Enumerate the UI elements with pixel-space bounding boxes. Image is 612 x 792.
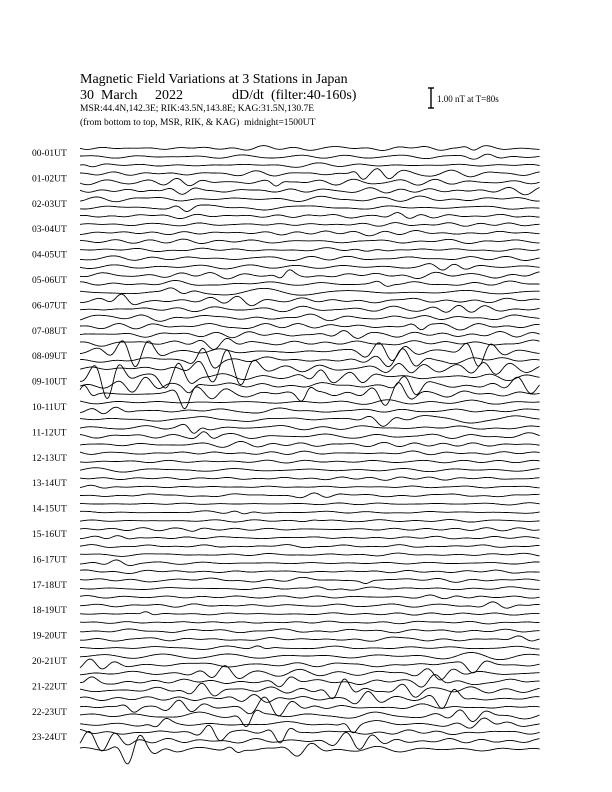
trace-5-MSR: [80, 288, 540, 295]
trace-12-KAG: [80, 451, 540, 455]
trace-10-MSR: [80, 416, 540, 427]
trace-11-KAG: [80, 424, 540, 433]
trace-4-RIK: [80, 256, 540, 261]
trace-12-RIK: [80, 460, 540, 463]
trace-11-RIK: [80, 432, 540, 439]
hour-label-6: 06-07UT: [32, 301, 67, 312]
trace-1-MSR: [80, 188, 540, 195]
trace-7-KAG: [80, 324, 540, 330]
trace-7-RIK: [80, 331, 540, 339]
filter: (filter:40-160s): [270, 88, 357, 103]
scale-label: 1.00 nT at T=80s: [437, 94, 499, 104]
hour-label-1: 01-02UT: [32, 174, 67, 185]
hour-label-16: 16-17UT: [32, 555, 67, 566]
hour-label-18: 18-19UT: [32, 606, 67, 617]
year: 2022: [155, 88, 184, 103]
day: 30: [80, 88, 94, 103]
trace-1-RIK: [80, 178, 540, 186]
hour-label-15: 15-16UT: [32, 530, 67, 540]
trace-14-MSR: [80, 520, 540, 523]
hour-label-9: 09-10UT: [32, 377, 67, 388]
hour-label-4: 04-05UT: [32, 250, 67, 261]
trace-10-KAG: [80, 400, 540, 405]
trace-2-KAG: [80, 196, 540, 202]
hour-label-13: 13-14UT: [32, 479, 67, 490]
trace-13-KAG: [80, 477, 540, 480]
trace-12-MSR: [80, 468, 540, 472]
trace-4-KAG: [80, 248, 540, 252]
hour-label-3: 03-04UT: [32, 225, 67, 236]
trace-21-RIK: [80, 679, 540, 699]
trace-10-RIK: [80, 407, 540, 414]
hour-label-5: 05-06UT: [32, 276, 67, 286]
trace-18-RIK: [80, 612, 540, 615]
trace-21-MSR: [80, 689, 540, 708]
trace-20-MSR: [80, 666, 540, 680]
trace-23-MSR: [80, 735, 540, 763]
trace-20-RIK: [80, 659, 540, 673]
trace-17-KAG: [80, 577, 540, 583]
midnight-note: midnight=1500UT: [244, 118, 316, 128]
trace-6-MSR: [80, 314, 540, 321]
quantity: dD/dt: [232, 88, 264, 103]
trace-6-RIK: [80, 305, 540, 312]
trace-14-KAG: [80, 503, 540, 505]
hour-label-0: 00-01UT: [32, 149, 67, 159]
trace-19-RIK: [80, 636, 540, 641]
hour-label-8: 08-09UT: [32, 352, 67, 363]
trace-19-MSR: [80, 646, 540, 650]
hour-label-2: 02-03UT: [32, 199, 67, 210]
trace-15-MSR: [80, 545, 540, 548]
hour-label-23: 23-24UT: [32, 733, 67, 744]
hour-label-17: 17-18UT: [32, 580, 67, 591]
hour-label-14: 14-15UT: [32, 504, 67, 515]
trace-18-KAG: [80, 602, 540, 608]
trace-0-MSR: [80, 163, 540, 167]
trace-22-RIK: [80, 710, 540, 727]
hour-label-10: 10-11UT: [32, 403, 67, 413]
hour-label-19: 19-20UT: [32, 631, 67, 642]
hour-label-11: 11-12UT: [32, 428, 67, 439]
hour-label-21: 21-22UT: [32, 682, 67, 693]
trace-11-MSR: [80, 442, 540, 448]
hour-label-22: 22-23UT: [32, 707, 67, 718]
trace-19-KAG: [80, 629, 540, 633]
trace-2-MSR: [80, 213, 540, 219]
trace-16-KAG: [80, 553, 540, 556]
trace-9-KAG: [80, 363, 540, 398]
trace-7-MSR: [80, 338, 540, 349]
trace-13-MSR: [80, 493, 540, 498]
trace-5-RIK: [80, 281, 540, 287]
trace-21-KAG: [80, 675, 540, 687]
trace-2-RIK: [80, 205, 540, 212]
trace-3-MSR: [80, 239, 540, 243]
trace-15-RIK: [80, 536, 540, 539]
trace-0-KAG: [80, 146, 540, 151]
trace-17-RIK: [80, 587, 540, 590]
month: March: [101, 88, 138, 103]
trace-1-KAG: [80, 169, 540, 180]
trace-13-RIK: [80, 485, 540, 488]
trace-15-KAG: [80, 528, 540, 532]
hour-label-7: 07-08UT: [32, 326, 67, 337]
trace-18-MSR: [80, 621, 540, 624]
trace-16-RIK: [80, 560, 540, 566]
trace-5-KAG: [80, 270, 540, 279]
trace-16-MSR: [80, 570, 540, 574]
trace-17-MSR: [80, 595, 540, 599]
trace-0-RIK: [80, 154, 540, 159]
trace-3-RIK: [80, 231, 540, 236]
station-list: MSR:44.4N,142.3E; RIK:43.5N,143.8E; KAG:31.5N,130.7E: [80, 104, 315, 114]
hour-label-20: 20-21UT: [32, 657, 67, 667]
trace-3-KAG: [80, 223, 540, 227]
trace-6-KAG: [80, 294, 540, 306]
trace-4-MSR: [80, 264, 540, 270]
trace-20-KAG: [80, 653, 540, 660]
chart-title: Magnetic Field Variations at 3 Stations in Japan: [80, 72, 348, 87]
order-note: (from bottom to top, MSR, RIK, & KAG): [80, 118, 240, 128]
trace-8-KAG: [80, 341, 540, 367]
hour-label-12: 12-13UT: [32, 453, 67, 464]
trace-22-KAG: [80, 697, 540, 716]
trace-14-RIK: [80, 511, 540, 514]
